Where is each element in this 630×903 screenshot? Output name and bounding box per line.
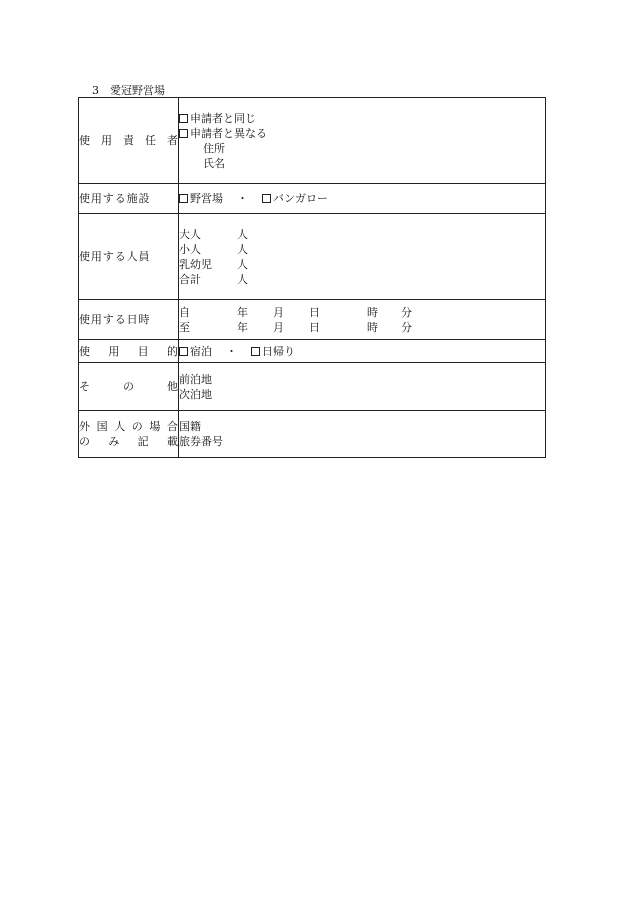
people-category: 小人 — [179, 242, 201, 256]
nationality-label: 国籍 — [179, 420, 201, 433]
checkbox-same-as-applicant[interactable] — [179, 114, 188, 123]
option-campsite: 野営場 — [190, 192, 223, 205]
option-overnight: 宿泊 — [190, 344, 212, 358]
passport-number-label: 旅券番号 — [179, 435, 223, 448]
datetime-to-line — [179, 320, 545, 335]
name-label: 氏名 — [203, 156, 225, 170]
people-item — [179, 272, 545, 287]
label-datetime: 使用する日時 — [79, 313, 151, 326]
option-same-as-applicant: 申請者と同じ — [190, 111, 256, 125]
checkbox-day-trip[interactable] — [251, 347, 260, 356]
from-label: 自 — [179, 305, 190, 319]
people-unit: 人 — [237, 257, 248, 271]
option-day-trip: 日帰り — [262, 344, 295, 358]
section-heading: 3 愛冠野営場 — [92, 84, 165, 97]
option-bungalow: バンガロー — [273, 192, 328, 205]
checkbox-different-from-applicant[interactable] — [179, 129, 188, 138]
minute-label: 分 — [401, 305, 412, 319]
month-label: 月 — [273, 320, 284, 334]
label-responsible: 使 用 責 任 者 — [79, 134, 178, 147]
row-other — [79, 363, 546, 411]
day-label: 日 — [309, 320, 320, 334]
label-other: そ の 他 — [79, 380, 178, 393]
people-item — [179, 242, 545, 257]
people-unit: 人 — [237, 227, 248, 241]
label-people: 使用する人員 — [79, 250, 151, 263]
label-cell — [79, 98, 179, 184]
people-item — [179, 227, 545, 242]
row-responsible — [79, 98, 546, 184]
label-purpose: 使 用 目 的 — [79, 344, 178, 358]
row-purpose — [79, 340, 546, 363]
row-facility — [79, 184, 546, 214]
next-stay-label: 次泊地 — [179, 387, 212, 401]
option-different-from-applicant: 申請者と異なる — [190, 126, 267, 140]
separator-dot: ・ — [226, 344, 237, 358]
label-facility: 使用する施設 — [79, 192, 151, 205]
separator-dot: ・ — [237, 192, 248, 205]
month-label: 月 — [273, 305, 284, 319]
row-datetime — [79, 300, 546, 340]
datetime-from-line — [179, 305, 545, 320]
people-unit: 人 — [237, 242, 248, 256]
day-label: 日 — [309, 305, 320, 319]
people-category: 乳幼児 — [179, 257, 212, 271]
row-foreigner — [79, 411, 546, 458]
year-label: 年 — [237, 320, 248, 334]
label-foreigner-line2: の み 記 載 — [79, 435, 178, 448]
application-form-table — [78, 97, 546, 458]
label-foreigner-line1: 外 国 人 の 場 合 — [79, 420, 178, 433]
year-label: 年 — [237, 305, 248, 319]
address-label: 住所 — [203, 141, 225, 155]
people-item — [179, 257, 545, 272]
people-category: 大人 — [179, 227, 201, 241]
people-category: 合計 — [179, 272, 201, 286]
hour-label: 時 — [367, 305, 378, 319]
minute-label: 分 — [401, 320, 412, 334]
to-label: 至 — [179, 320, 190, 334]
previous-stay-label: 前泊地 — [179, 372, 212, 386]
checkbox-campsite[interactable] — [179, 194, 188, 203]
people-unit: 人 — [237, 272, 248, 286]
checkbox-bungalow[interactable] — [262, 194, 271, 203]
checkbox-overnight[interactable] — [179, 347, 188, 356]
hour-label: 時 — [367, 320, 378, 334]
row-people — [79, 214, 546, 300]
